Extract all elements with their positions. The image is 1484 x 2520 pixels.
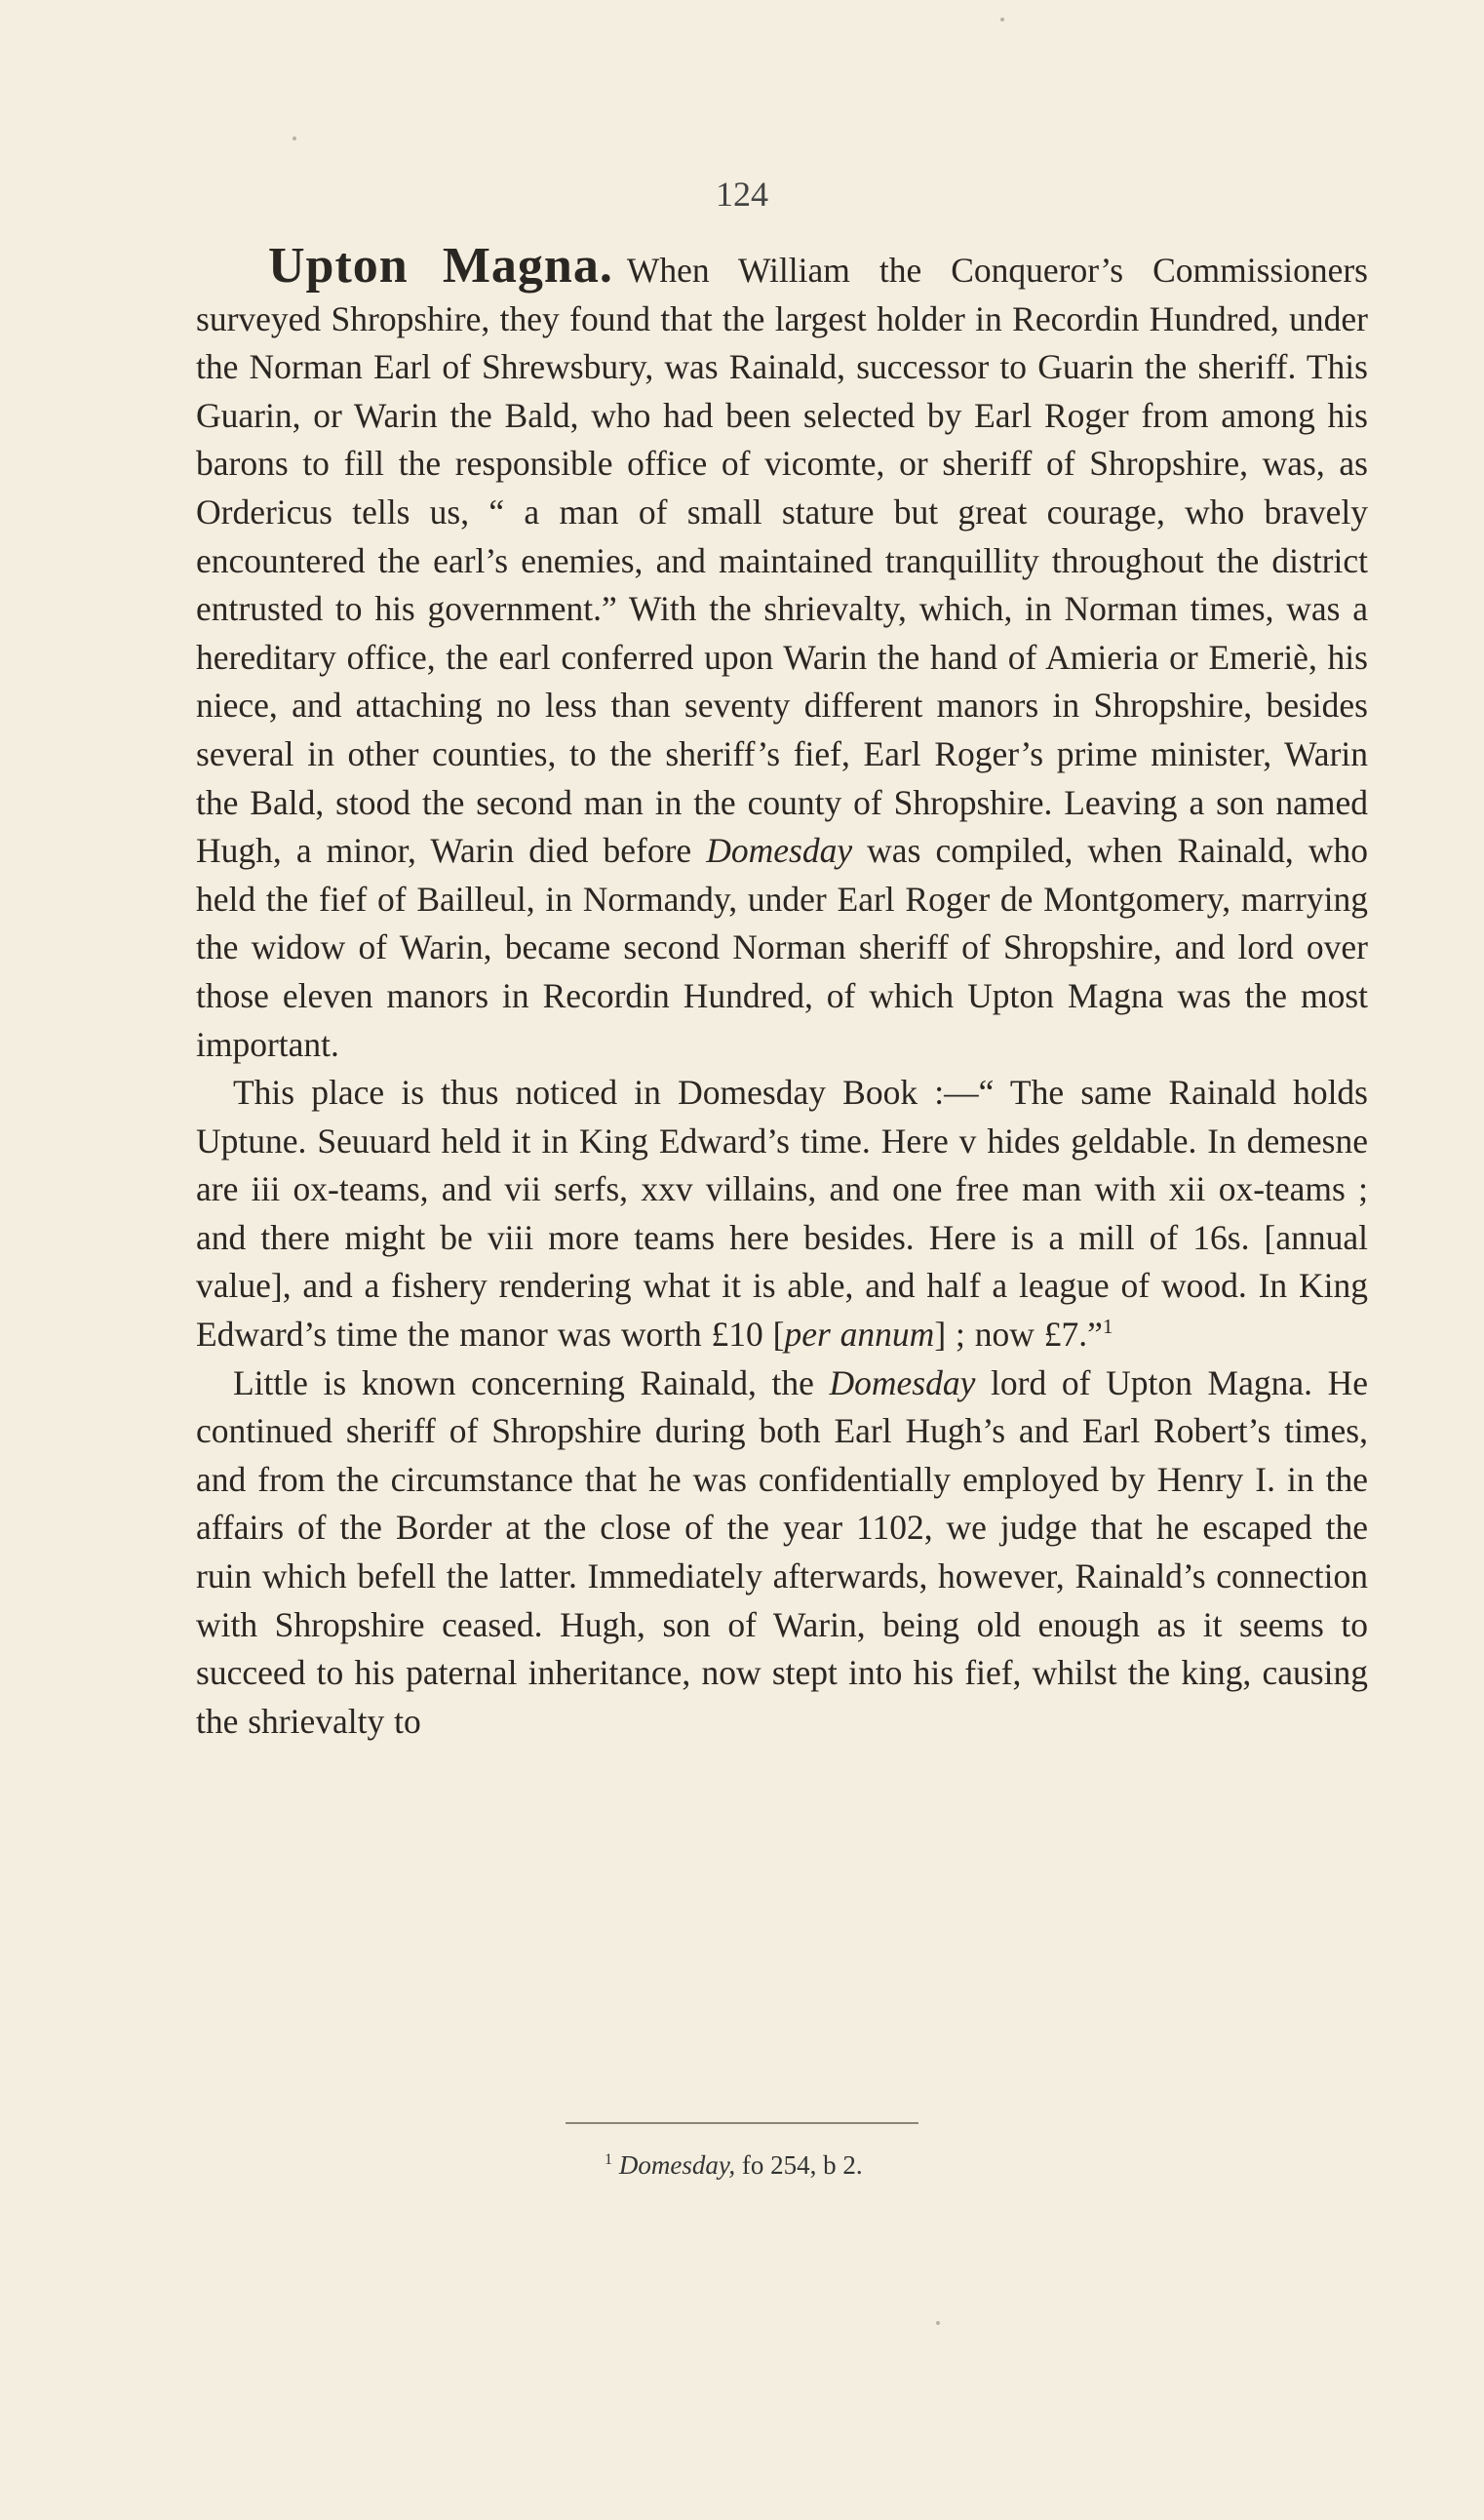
p3-text-1: Little is known concerning Rainald, the — [233, 1362, 830, 1402]
footnote-ref-marker: 1 — [1102, 1315, 1113, 1339]
footnote-divider — [566, 2122, 918, 2124]
section-heading: Upton Magna. — [268, 238, 613, 294]
page-number: 124 — [716, 175, 768, 214]
paper-speck — [936, 2321, 940, 2325]
p3-text-2: lord of Upton Magna. He continued sheriff of Shropshire during both Earl Hugh’s and Earl Robert’s times, and from the circumstance that he was confidentially employed by Henry I. in the affairs of the Border at the close of the year 1102, we judge that he escaped the ruin which befell the latter. Immediately afterwards, however, Rainald’s connection with Shropshire ceased. Hugh, son of Warin, being old enough as it seems to succeed to his paternal inheritance, now stept into his fief, whilst the king, causing the shrievalty to — [196, 1362, 1369, 1741]
paper-speck — [293, 137, 296, 140]
paragraph-2 — [196, 1069, 1368, 1359]
p1-text-2: was compiled, when Rainald, who held the fief of Bailleul, in Normandy, under Earl Roger de Montgomery, marrying the widow of Warin, became second Norman sheriff of Shropshire, and lord over those eleven manors in Recordin Hundred, of which Upton Magna was the most important. — [196, 831, 1368, 1064]
p2-text-1: This place is thus noticed in Domesday Book :—“ The same Rainald holds Uptune. Seuuard held it in King Edward’s time. Here v hides geldable. In demesne are iii ox-teams, and vii serfs, xxv villains, and one free man with xii ox-teams ; and there might be viii more teams here besides. Here is a mill of 16s. [annual value], and a fishery rendering what it is able, and half a league of wood. In King Edward’s time the manor was worth £10 [ — [196, 1073, 1368, 1355]
p3-domesday-italic: Domesday — [829, 1362, 976, 1402]
p1-domesday-italic: Domesday — [706, 831, 853, 871]
footnote-source: Domesday, — [618, 2150, 736, 2180]
p2-text-2: ] ; now £7.” — [934, 1315, 1103, 1355]
footnote — [605, 2150, 1190, 2181]
footnote-reference: fo 254, b 2. — [735, 2150, 863, 2180]
body-text — [196, 238, 1369, 1746]
paragraph-3 — [196, 1359, 1368, 1747]
p1-text-1: When William the Conqueror’s Commissioners surveyed Shropshire, they found that the largest holder in Recordin Hundred, under the Norman Earl of Shrewsbury, was Rainald, successor to Guarin the sheriff. This Guarin, or Warin the Bald, who had been selected by Earl Roger from among his barons to fill the responsible office of vicomte, or sheriff of Shropshire, was, as Ordericus tells us, “ a man of small stature but great courage, who bravely encountered the earl’s enemies, and maintained tranquillity throughout the district entrusted to his government.” With the shrievalty, which, in Norman times, was a hereditary office, the earl conferred upon Warin the hand of Amieria or Emeriè, his niece, and attaching no less than seventy different manors in Shropshire, besides several in other counties, to the sheriff’s fief, Earl Roger’s prime minister, Warin the Bald, stood the second man in the county of Shropshire. Leaving a son named Hugh, a minor, Warin died before — [196, 251, 1368, 871]
paragraph-1 — [196, 238, 1368, 1069]
footnote-marker: 1 — [605, 2150, 613, 2168]
p2-per-annum-italic: per annum — [784, 1315, 935, 1355]
paper-speck — [1000, 18, 1004, 21]
